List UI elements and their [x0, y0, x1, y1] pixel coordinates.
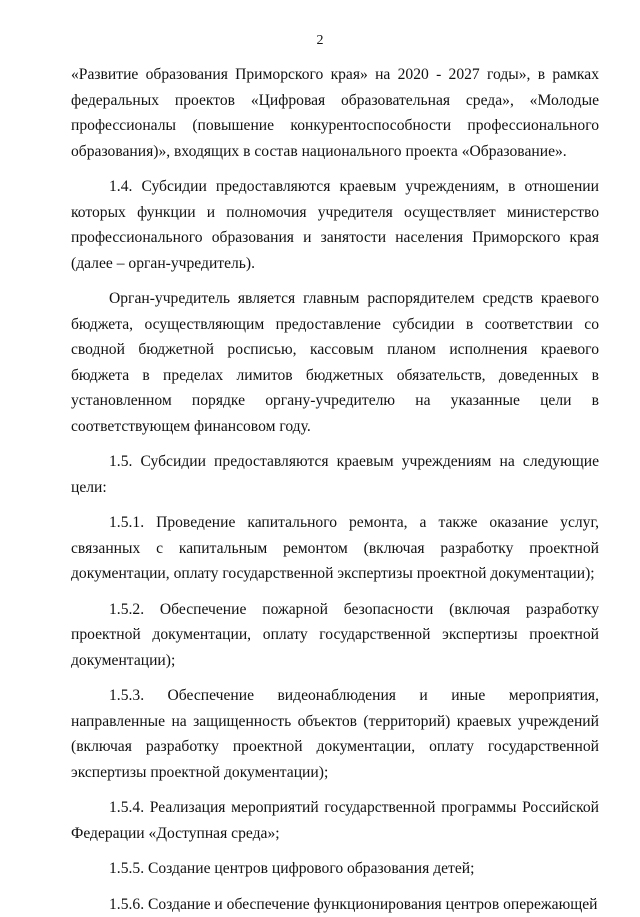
- document-body: [71, 62, 599, 917]
- page-number: 2: [0, 33, 640, 49]
- paragraph-organ-uchreditel: Орган-учредитель является главным распорядителем средств краевого бюджета, осуществляющим предоставление субсидии в соответствии со сводной бюджетной росписью, кассовым планом исполнения краевого бюджета в пределах лимитов бюджетных обязательств, доведенных в установленном порядке органу-учредителю на указанные цели в соответствующем финансовом году.: [71, 286, 599, 439]
- paragraph-1-5-4: 1.5.4. Реализация мероприятий государственной программы Российской Федерации «Доступная среда»;: [71, 795, 599, 846]
- paragraph-1-5-6: 1.5.6. Создание и обеспечение функционирования центров опережающей: [71, 892, 599, 917]
- paragraph-continuation: «Развитие образования Приморского края» на 2020 - 2027 годы», в рамках федеральных проектов «Цифровая образовательная среда», «Молодые профессионалы (повышение конкурентоспособности профессионального образования)», входящих в состав национального проекта «Образование».: [71, 62, 599, 164]
- paragraph-1-5-2: 1.5.2. Обеспечение пожарной безопасности (включая разработку проектной документации, оплату государственной экспертизы проектной документации);: [71, 597, 599, 674]
- paragraph-1-5-5: 1.5.5. Создание центров цифрового образования детей;: [71, 856, 599, 882]
- paragraph-1-5: 1.5. Субсидии предоставляются краевым учреждениям на следующие цели:: [71, 449, 599, 500]
- paragraph-1-5-1: 1.5.1. Проведение капитального ремонта, а также оказание услуг, связанных с капитальным ремонтом (включая разработку проектной документации, оплату государственной экспертизы проектной документации);: [71, 510, 599, 587]
- paragraph-1-5-3: 1.5.3. Обеспечение видеонаблюдения и иные мероприятия, направленные на защищенность объектов (территорий) краевых учреждений (включая разработку проектной документации, оплату государственной экспертизы проектной документации);: [71, 683, 599, 785]
- paragraph-1-4: 1.4. Субсидии предоставляются краевым учреждениям, в отношении которых функции и полномочия учредителя осуществляет министерство профессионального образования и занятости населения Приморского края (далее – орган-учредитель).: [71, 174, 599, 276]
